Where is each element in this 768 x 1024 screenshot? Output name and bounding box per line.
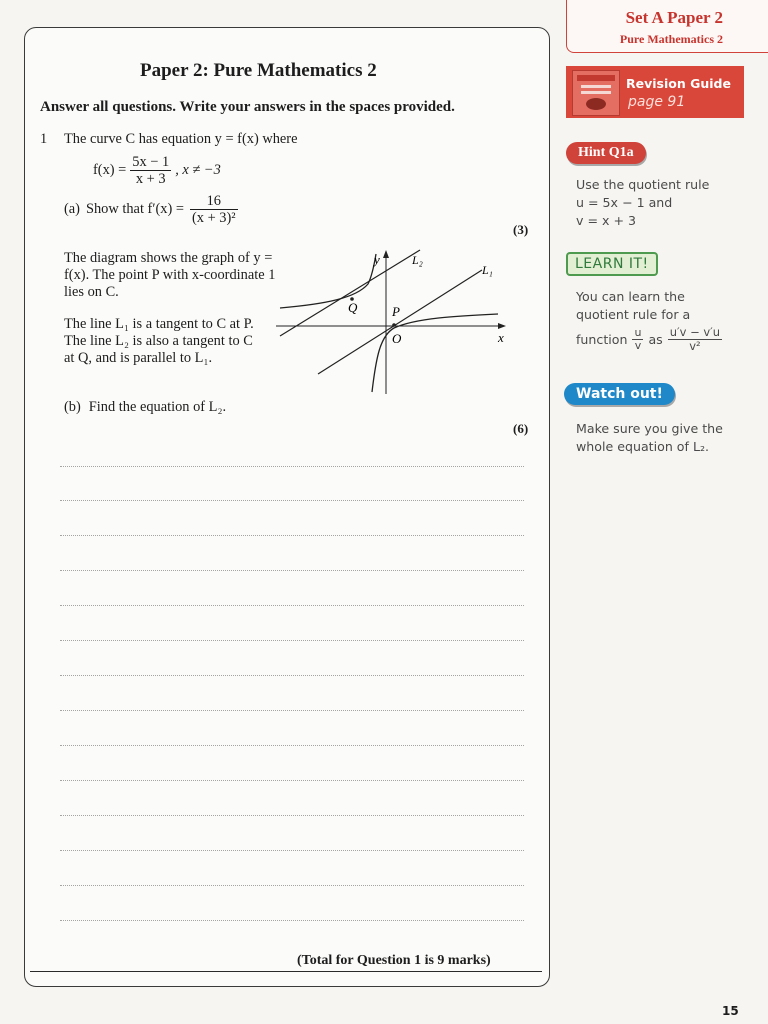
function-condition: , x ≠ −3 <box>175 162 221 178</box>
point-q-label: Q <box>348 300 358 315</box>
diagram-description: The diagram shows the graph of y = f(x). The point P with x-coordinate 1 lies on C. <box>64 250 276 300</box>
learn-rule-num: u′v − v′u <box>669 325 721 339</box>
revision-guide-banner <box>566 66 744 118</box>
learn-line: You can learn the <box>576 289 685 304</box>
answer-line[interactable] <box>60 780 524 781</box>
answer-line[interactable] <box>60 815 524 816</box>
learn-frac-den: v <box>634 339 642 352</box>
answer-line[interactable] <box>60 745 524 746</box>
part-b-label: (b) <box>64 399 81 415</box>
answer-line[interactable] <box>60 885 524 886</box>
learn-frac-num: u <box>634 326 642 339</box>
question-number: 1 <box>40 131 48 147</box>
x-axis-label: x <box>498 330 504 345</box>
part-b-text: Find the equation of L₂. <box>88 399 227 415</box>
learn-line: function <box>576 331 628 347</box>
function-graph <box>276 248 512 396</box>
set-subtitle: Pure Mathematics 2 <box>619 32 723 46</box>
answer-line[interactable] <box>60 570 524 571</box>
learn-it-text <box>576 288 756 353</box>
learn-it-badge: LEARN IT! <box>566 252 658 276</box>
answer-line[interactable] <box>60 920 524 921</box>
hint-badge: Hint Q1a <box>566 142 646 164</box>
function-numerator: 5x − 1 <box>132 154 170 170</box>
paper-title: Paper 2: Pure Mathematics 2 <box>140 60 377 81</box>
answer-line[interactable] <box>60 466 524 467</box>
answer-line[interactable] <box>60 710 524 711</box>
answer-line[interactable] <box>60 675 524 676</box>
part-a-text: Show that f′(x) = <box>85 201 184 217</box>
watch-line: Make sure you give the <box>576 421 723 436</box>
part-b-marks: (6) <box>513 421 529 436</box>
revision-guide-page: page 91 <box>628 94 686 110</box>
question-intro: The curve C has equation y = f(x) where <box>64 131 298 147</box>
hint-line: v = x + 3 <box>576 213 637 228</box>
curve-left-branch <box>280 254 376 308</box>
function-lhs: f(x) = <box>93 162 127 178</box>
set-title: Set A Paper 2 <box>625 8 723 27</box>
learn-rule-den: v² <box>689 339 701 353</box>
derivative-denominator: (x + 3)² <box>191 210 236 226</box>
derivative-numerator: 16 <box>190 193 238 210</box>
tangent-description: The line L₁ is a tangent to C at P. The line L₂ is also a tangent to C at Q, and is parallel to L₁. <box>64 316 254 366</box>
watch-out-badge: Watch out! <box>564 383 675 405</box>
part-a-label: (a) <box>64 201 80 217</box>
page-number: 15 <box>722 1004 739 1018</box>
y-axis-label: y <box>374 252 380 267</box>
answer-line[interactable] <box>60 500 524 501</box>
part-a <box>64 193 238 226</box>
part-a-marks: (3) <box>513 222 529 237</box>
x-axis-arrow <box>498 323 506 329</box>
question-total: (Total for Question 1 is 9 marks) <box>297 953 491 968</box>
origin-label: O <box>392 331 402 346</box>
answer-line[interactable] <box>60 640 524 641</box>
part-b <box>64 399 226 416</box>
y-axis-arrow <box>383 250 389 258</box>
watch-out-text <box>576 420 723 456</box>
hint-text <box>576 176 709 230</box>
set-header <box>566 0 768 53</box>
answer-line[interactable] <box>60 535 524 536</box>
paper-instructions: Answer all questions. Write your answers in the spaces provided. <box>40 99 455 115</box>
l2-label: L₂ <box>412 253 423 267</box>
learn-as: as <box>648 331 663 347</box>
answer-line[interactable] <box>60 605 524 606</box>
tangent-line-l1 <box>318 270 482 374</box>
total-divider <box>30 971 542 972</box>
book-cover-icon <box>572 70 620 116</box>
revision-guide-title: Revision Guide <box>626 76 731 91</box>
function-definition <box>93 154 221 187</box>
answer-line[interactable] <box>60 850 524 851</box>
hint-line: u = 5x − 1 and <box>576 195 673 210</box>
watch-line: whole equation of L₂. <box>576 439 710 454</box>
point-p-label: P <box>392 304 400 319</box>
hint-line: Use the quotient rule <box>576 177 710 192</box>
function-denominator: x + 3 <box>135 171 166 187</box>
l1-label: L₁ <box>482 263 493 277</box>
point-p <box>392 323 396 327</box>
learn-line: quotient rule for a <box>576 307 691 322</box>
